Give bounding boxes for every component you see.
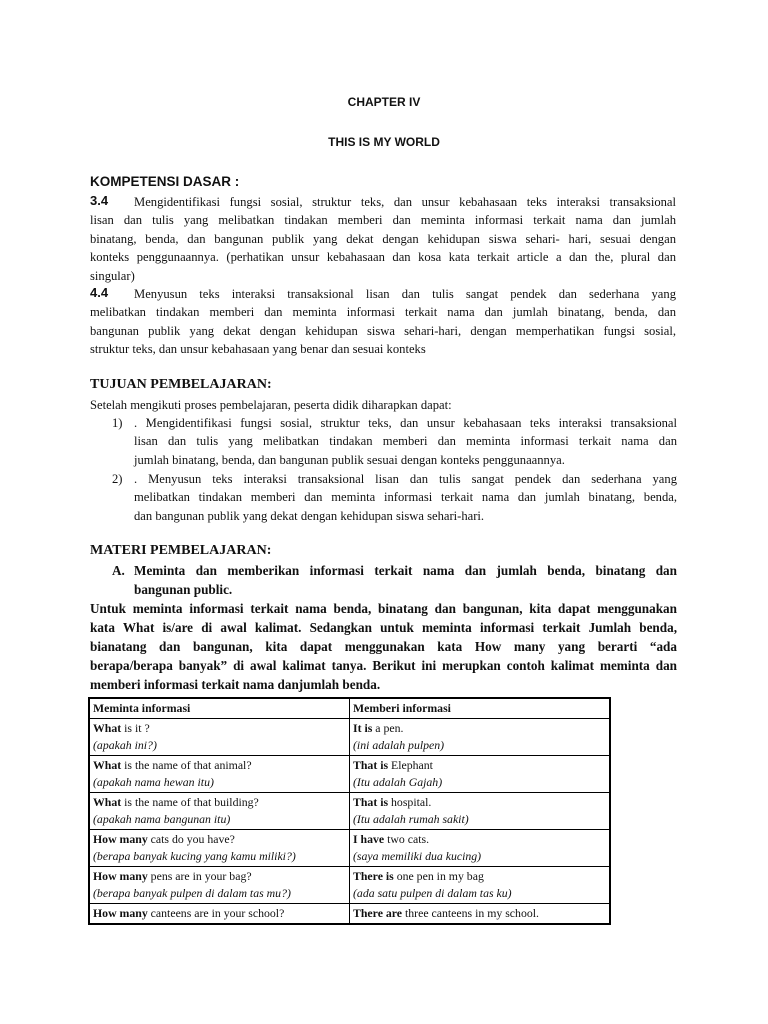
- text-line: jumlah binatang, benda, dan bangunan publik sesuai dengan konteks penggunaannya.: [134, 452, 565, 467]
- keyword: That is: [353, 758, 389, 772]
- table-cell: [89, 904, 350, 925]
- mp-subheading: [134, 561, 677, 599]
- answer: [353, 757, 606, 774]
- answer-rest: one pen in my bag: [393, 869, 484, 883]
- text-line: Menyusun teks interaksi transaksional lisan dan tulis sangat pendek dan sederhana yang: [134, 287, 676, 301]
- text-line: Untuk meminta informasi terkait nama benda, binatang dan bangunan, kita dapat menggunakan: [90, 601, 677, 616]
- text-line: berapa/berapa banyak” di awal kalimat tanya. Berikut ini merupkan contoh kalimat meminta dan: [90, 658, 677, 673]
- table-cell: [89, 867, 350, 904]
- text-line: melibatkan tindakan memberi dan meminta informasi terkait nama dan jumlah binatang, benda, dan: [90, 305, 676, 320]
- text-line: binatang, benda, dan bangunan publik yang dekat dengan kehidupan siswa sehari- hari, sesuai dengan: [90, 231, 676, 246]
- keyword: How many: [93, 832, 148, 846]
- text-line: melibatkan tindakan memberi dan meminta informasi terkait nama dan jumlah binatang, benda,: [134, 490, 677, 505]
- translation: (Itu adalah rumah sakit): [353, 812, 469, 826]
- table-header-row: [89, 698, 610, 719]
- keyword: How many: [93, 869, 148, 883]
- table-row: [89, 904, 610, 925]
- table-cell: [350, 904, 611, 925]
- kd-item-text: [90, 193, 676, 285]
- kd-item-number: 4.4: [90, 285, 109, 300]
- list-item: [134, 470, 677, 525]
- text-line: bianatang dan bangunan, kita dapat menggunakan kata How many yang berarti “ada: [90, 639, 677, 654]
- answer-rest: two cats.: [384, 832, 430, 846]
- question-rest: is the name of that building?: [121, 795, 259, 809]
- mp-subheading-letter: A.: [112, 563, 125, 578]
- column-header: Meminta informasi: [89, 698, 350, 719]
- table-cell: [350, 719, 611, 756]
- keyword: How many: [93, 906, 148, 920]
- mp-paragraph: [90, 599, 677, 694]
- translation: (berapa banyak kucing yang kamu miliki?): [93, 849, 296, 863]
- translation: (Itu adalah Gajah): [353, 775, 443, 789]
- keyword: There are: [353, 906, 403, 920]
- translation: (apakah nama hewan itu): [93, 775, 214, 789]
- text-line: Meminta dan memberikan informasi terkait nama dan jumlah benda, binatang dan: [134, 563, 677, 578]
- table-cell: [89, 719, 350, 756]
- text-line: . Menyusun teks interaksi transaksional lisan dan tulis sangat pendek dan sederhana yang: [134, 472, 677, 486]
- table-row: [89, 830, 610, 867]
- text-line: struktur teks, dan unsur kebahasaan yang benar dan sesuai konteks: [90, 342, 426, 357]
- kd-heading: KOMPETENSI DASAR :: [90, 174, 240, 189]
- text-line: . Mengidentifikasi fungsi sosial, struktur teks, dan unsur kebahasaan teks interaksi transaksional: [134, 416, 677, 430]
- question-rest: is it ?: [121, 721, 150, 735]
- question: [93, 757, 346, 774]
- table-cell: [350, 793, 611, 830]
- question-rest: is the name of that animal?: [121, 758, 252, 772]
- keyword: I have: [353, 832, 385, 846]
- table-cell: [89, 756, 350, 793]
- table-row: [89, 756, 610, 793]
- answer: [353, 720, 606, 737]
- table-cell: [350, 830, 611, 867]
- answer-rest: a pen.: [372, 721, 404, 735]
- answer: [353, 868, 606, 885]
- keyword: What: [93, 721, 122, 735]
- kd-item-text: [90, 285, 676, 359]
- translation: (apakah ini?): [93, 738, 157, 752]
- translation: (ada satu pulpen di dalam tas ku): [353, 886, 512, 900]
- text-line: kata What is/are di awal kalimat. Sedangkan untuk meminta informasi terkait Jumlah benda,: [90, 620, 677, 635]
- text-line: singular): [90, 268, 135, 283]
- question: [93, 868, 346, 885]
- translation: (apakah nama bangunan itu): [93, 812, 231, 826]
- table-row: [89, 793, 610, 830]
- answer: [353, 905, 606, 922]
- table-cell: [350, 867, 611, 904]
- text-line: bangunan publik yang dekat dengan kehidupan siswa sehari-hari, dengan memperhatikan fungsi sosial,: [90, 323, 676, 338]
- list-item: [134, 414, 677, 469]
- keyword: That is: [353, 795, 389, 809]
- table-cell: [89, 793, 350, 830]
- chapter-number: CHAPTER IV: [347, 95, 421, 109]
- answer: [353, 794, 606, 811]
- text-line: Mengidentifikasi fungsi sosial, struktur teks, dan unsur kebahasaan teks interaksi transaksional: [134, 195, 676, 209]
- table-cell: [350, 756, 611, 793]
- keyword: What: [93, 795, 122, 809]
- text-line: konteks penggunaannya. (perhatikan unsur kebahasaan dan kosa kata terkait article a dan the, plural dan: [90, 250, 676, 265]
- answer-rest: Elephant: [388, 758, 433, 772]
- question-rest: pens are in your bag?: [147, 869, 252, 883]
- tp-intro: Setelah mengikuti proses pembelajaran, peserta didik diharapkan dapat:: [90, 398, 452, 412]
- column-header: Memberi informasi: [350, 698, 611, 719]
- translation: (berapa banyak pulpen di dalam tas mu?): [93, 886, 291, 900]
- text-line: dan bangunan publik yang dekat dengan kehidupan siswa sehari-hari.: [134, 508, 485, 523]
- question: [93, 720, 346, 737]
- keyword: There is: [353, 869, 394, 883]
- translation: (saya memiliki dua kucing): [353, 849, 482, 863]
- examples-table: [88, 697, 611, 925]
- text-line: memberi informasi terkait nama danjumlah benda.: [90, 677, 381, 692]
- keyword: It is: [353, 721, 373, 735]
- text-line: lisan dan tulis yang melibatkan tindakan memberi dan meminta informasi terkait nama dan: [134, 434, 677, 449]
- table-row: [89, 719, 610, 756]
- answer: [353, 831, 606, 848]
- answer-rest: three canteens in my school.: [402, 906, 539, 920]
- list-number: 2): [112, 472, 123, 486]
- text-line: lisan dan tulis yang melibatkan tindakan memberi dan meminta informasi terkait nama dan jumlah: [90, 213, 676, 228]
- question-rest: canteens are in your school?: [147, 906, 285, 920]
- mp-heading: MATERI PEMBELAJARAN:: [90, 543, 272, 558]
- tp-heading: TUJUAN PEMBELAJARAN:: [90, 377, 272, 392]
- keyword: What: [93, 758, 122, 772]
- question-rest: cats do you have?: [147, 832, 235, 846]
- answer-rest: hospital.: [388, 795, 432, 809]
- question: [93, 794, 346, 811]
- chapter-title: THIS IS MY WORLD: [328, 135, 440, 149]
- list-number: 1): [112, 416, 123, 430]
- translation: (ini adalah pulpen): [353, 738, 445, 752]
- table-row: [89, 867, 610, 904]
- question: [93, 905, 346, 922]
- kd-item-number: 3.4: [90, 193, 109, 208]
- text-line: bangunan public.: [134, 582, 233, 597]
- table-cell: [89, 830, 350, 867]
- question: [93, 831, 346, 848]
